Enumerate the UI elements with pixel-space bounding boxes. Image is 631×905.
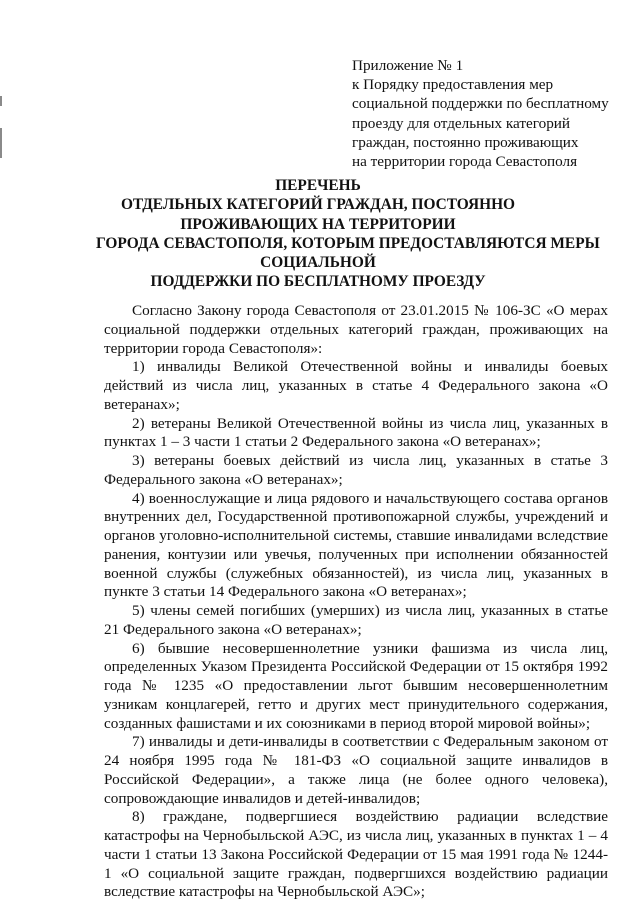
appendix-line: Приложение № 1	[352, 57, 464, 74]
appendix-header	[352, 56, 622, 171]
title-line: ОТДЕЛЬНЫХ КАТЕГОРИЙ ГРАЖДАН, ПОСТОЯННО	[120, 196, 516, 214]
intro-paragraph: Согласно Закону города Севастополя от 23.01.2015 № 106-ЗС «О мерах социальной поддержки отдельных категорий граждан, проживающих на территории города Севастополя»:	[104, 302, 608, 357]
title-line: СОЦИАЛЬНОЙ	[260, 254, 376, 272]
list-item-2: 2) ветераны Великой Отечественной войны из числа лиц, указанных в пунктах 1 – 3 части 1 статьи 2 Федерального закона «О ветеранах»;	[104, 414, 608, 451]
title-line: ГОРОДА СЕВАСТОПОЛЯ, КОТОРЫМ ПРЕДОСТАВЛЯЮТСЯ МЕРЫ	[96, 234, 600, 252]
scan-mark	[0, 128, 2, 158]
document-title	[96, 176, 600, 292]
list-item-7: 7) инвалиды и дети-инвалиды в соответствии с Федеральным законом от 24 ноября 1995 года № 181-ФЗ «О социальной защите инвалидов в Российской Федерации», а также лица (не более одного человека), сопровождающие инвалидов и детей-инвалидов;	[104, 733, 608, 807]
list-item-5: 5) члены семей погибших (умерших) из числа лиц, указанных в статье 21 Федерального закона «О ветеранах»;	[104, 602, 608, 638]
appendix-line: граждан, постоянно проживающих	[352, 133, 579, 151]
list-item-3: 3) ветераны боевых действий из числа лиц, указанных в статье 3 Федерального закона «О ветеранах»;	[104, 452, 608, 488]
title-line: ПРОЖИВАЮЩИХ НА ТЕРРИТОРИИ	[180, 215, 456, 233]
list-item-8: 8) граждане, подвергшиеся воздействию радиации вследствие катастрофы на Чернобыльской АЭС, из числа лиц, указанных в пунктах 1 – 4 части 1 статьи 13 Закона Российской Федерации от 15 мая 1991 года № 1244-1 «О социальной защите граждан, подвергшихся воздействию радиации вследствие катастрофы на Чернобыльской АЭС»;	[104, 808, 608, 901]
title-line: ПОДДЕРЖКИ ПО БЕСПЛАТНОМУ ПРОЕЗДУ	[150, 273, 486, 291]
appendix-line: на территории города Севастополя	[352, 153, 578, 171]
appendix-line: социальной поддержки по бесплатному	[352, 95, 609, 113]
list-item-1: 1) инвалиды Великой Отечественной войны и инвалиды боевых действий из числа лиц, указанных в статье 4 Федерального закона «О ветеранах»;	[104, 358, 608, 413]
appendix-line: к Порядку предоставления мер	[352, 76, 554, 94]
list-item-6: 6) бывшие несовершеннолетние узники фашизма из числа лиц, определенных Указом Президента Российской Федерации от 15 октября 1992 года № 1235 «О предоставлении льгот бывшим несовершеннолетним узникам концлагерей, гетто и других мест принудительного содержания, созданных фашистами и их союзниками в период второй мировой войны»;	[104, 639, 608, 732]
scan-mark	[0, 96, 2, 106]
title-line: ПЕРЕЧЕНЬ	[275, 177, 361, 194]
document-body	[104, 302, 608, 902]
appendix-line: проезду для отдельных категорий	[352, 114, 571, 132]
list-item-4: 4) военнослужащие и лица рядового и начальствующего состава органов внутренних дел, Государственной противопожарной службы, учреждений и органов уголовно-исполнительной системы, ставшие инвалидами вследствие ранения, контузии или увечья, полученных при исполнении обязанностей военной службы (служебных обязанностей), из числа лиц, указанных в пункте 3 статьи 14 Федерального закона «О ветеранах»;	[104, 489, 608, 601]
